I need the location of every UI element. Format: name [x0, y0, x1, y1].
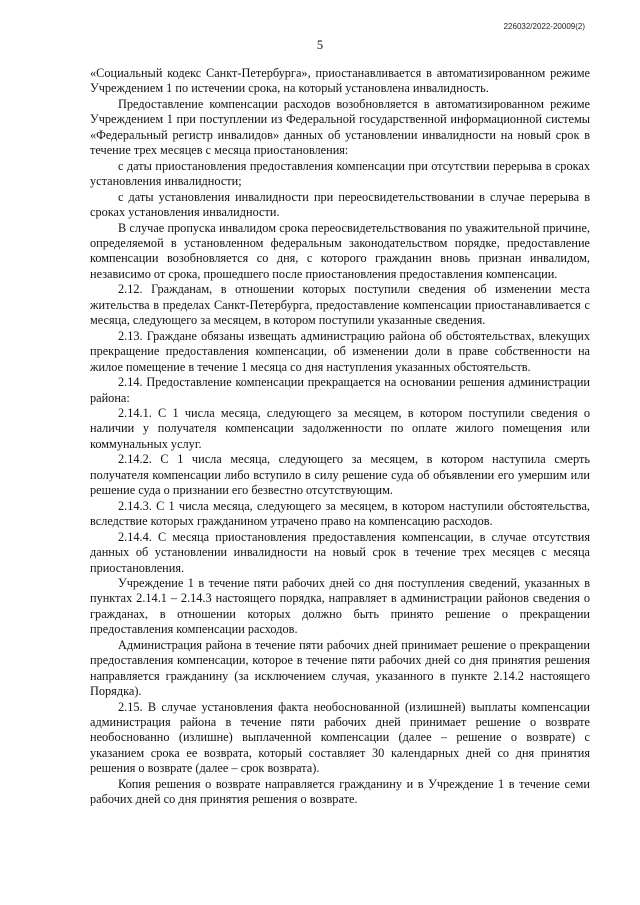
clause-2-14-3: 2.14.3. С 1 числа месяца, следующего за месяцем, в котором наступили обстоятельства, вследствие которых гражданином утрачено право на компенсацию расходов.: [90, 498, 590, 529]
clause-2-12: 2.12. Гражданам, в отношении которых поступили сведения об изменении места жительства в пределах Санкт-Петербурга, предоставление компенсации приостанавливается с месяца, следующего за месяцем, в котором поступили указанные сведения.: [90, 282, 590, 328]
paragraph-continuation: «Социальный кодекс Санкт-Петербурга», приостанавливается в автоматизированном режиме Учреждением 1 по истечении срока, на который установлена инвалидность.: [90, 66, 590, 96]
paragraph-no-break-case: с даты приостановления предоставления компенсации при отсутствии перерыва в сроках установления инвалидности;: [90, 158, 590, 189]
paragraph-resumption: Предоставление компенсации расходов возобновляется в автоматизированном режиме Учреждением 1 при поступлении из Федеральной государственной информационной системы «Федеральный регистр инвалидов» данных об установлении инвалидности на новый срок в течение трех месяцев с месяца приостановления:: [90, 96, 590, 158]
clause-2-15: 2.15. В случае установления факта необоснованной (излишней) выплаты компенсации администрация района в течение пяти рабочих дней принимает решение о возврате необоснованно (излишне) выплаченной компенсации (далее – решение о возврате) с указанием срока ее возврата, который составляет 30 календарных дней со дня принятия решения о возврате (далее – срок возврата).: [90, 699, 590, 776]
document-registration-number: 226032/2022-20009(2): [503, 22, 585, 31]
paragraph-institution-notice: Учреждение 1 в течение пяти рабочих дней со дня поступления сведений, указанных в пунктах 2.14.1 – 2.14.3 настоящего порядка, направляет в администрации районов сведения о гражданах, в отношении которых должно быть принято решение о прекращении предоставления компенсации расходов.: [90, 575, 590, 637]
document-body: [90, 66, 590, 808]
clause-2-14-1: 2.14.1. С 1 числа месяца, следующего за месяцем, в котором поступили сведения о наличии у получателя компенсации задолженности по оплате жилого помещения или коммунальных услуг.: [90, 405, 590, 451]
paragraph-missed-deadline: В случае пропуска инвалидом срока переосвидетельствования по уважительной причине, определяемой в установленном федеральным законодательством порядке, предоставление компенсации возобновляется со дня, с которого гражданин вновь признан инвалидом, независимо от срока, прошедшего после приостановления предоставления компенсации.: [90, 220, 590, 281]
clause-2-14: 2.14. Предоставление компенсации прекращается на основании решения администрации района:: [90, 375, 590, 405]
paragraph-administration-decision: Администрация района в течение пяти рабочих дней принимает решение о прекращении предоставления компенсации, которое в течение пяти рабочих дней со дня принятия решения направляется гражданину (за исключением случая, указанного в пункте 2.14.2 настоящего Порядка).: [90, 637, 590, 699]
clause-2-13: 2.13. Граждане обязаны извещать администрацию района об обстоятельствах, влекущих прекращение предоставления компенсации, об изменении доли в праве собственности на жилое помещение в течение 1 месяца со дня наступления указанных обстоятельств.: [90, 328, 590, 374]
clause-2-14-4: 2.14.4. С месяца приостановления предоставления компенсации, в случае отсутствия данных об установлении инвалидности на новый срок в течение трех месяцев с месяца приостановления.: [90, 529, 590, 575]
clause-2-14-2: 2.14.2. С 1 числа месяца, следующего за месяцем, в котором наступила смерть получателя компенсации либо вступило в силу решение суда об объявлении его умершим или решение суда о признании его безвестно отсутствующим.: [90, 452, 590, 498]
paragraph-break-case: с даты установления инвалидности при переосвидетельствовании в случае перерыва в сроках установления инвалидности.: [90, 189, 590, 220]
paragraph-decision-copy: Копия решения о возврате направляется гражданину и в Учреждение 1 в течение семи рабочих дней со дня принятия решения о возврате.: [90, 776, 590, 807]
page-number: 5: [316, 38, 324, 52]
